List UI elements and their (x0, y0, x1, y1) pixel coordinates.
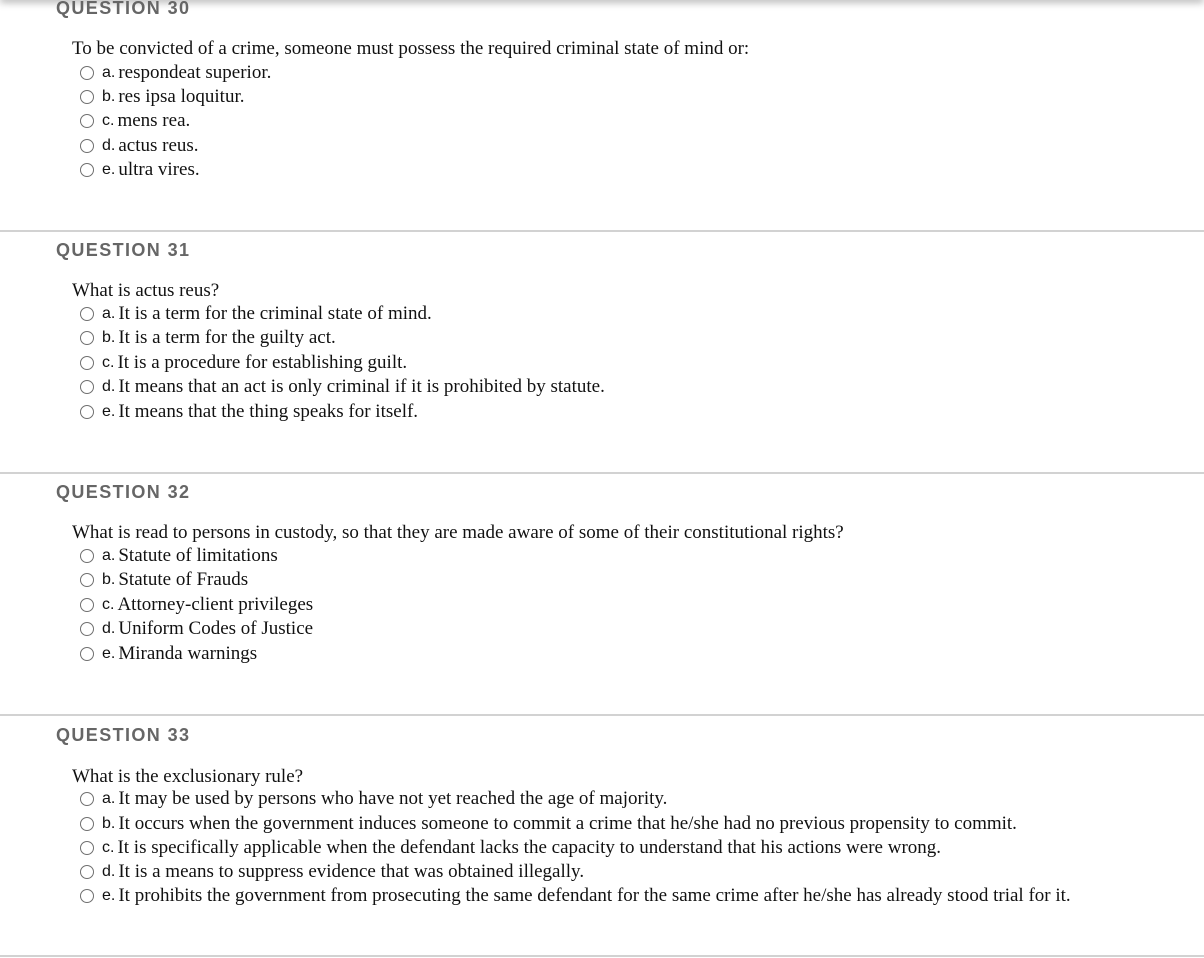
question-divider (0, 472, 1204, 474)
q32-answer-b[interactable] (80, 569, 248, 591)
radio-icon[interactable] (80, 380, 94, 394)
question-divider (0, 230, 1204, 232)
q32-answer-d[interactable] (80, 618, 313, 640)
answer-letter: d. (102, 863, 116, 880)
answer-letter: a. (102, 305, 116, 322)
answer-letter: d. (102, 137, 116, 154)
question-32-text: What is read to persons in custody, so that they are made aware of some of their constitutional rights? (72, 522, 844, 543)
question-33-text: What is the exclusionary rule? (72, 766, 304, 787)
question-30-title: QUESTION 30 (56, 0, 191, 18)
answer-letter: b. (102, 88, 116, 105)
q33-answer-c[interactable] (80, 837, 941, 859)
question-33-title: QUESTION 33 (56, 725, 191, 745)
answer-text: It is specifically applicable when the defendant lacks the capacity to understand that his actions were wrong. (117, 837, 942, 858)
answer-text: It is a means to suppress evidence that was obtained illegally. (118, 861, 585, 882)
question-31-title: QUESTION 31 (56, 240, 191, 260)
radio-icon[interactable] (80, 139, 94, 153)
radio-icon[interactable] (80, 163, 94, 177)
answer-letter: c. (102, 112, 115, 129)
radio-icon[interactable] (80, 331, 94, 345)
radio-icon[interactable] (80, 356, 94, 370)
answer-text: It is a term for the guilty act. (118, 327, 336, 348)
answer-text: It occurs when the government induces someone to commit a crime that he/she had no previous propensity to commit. (118, 813, 1017, 834)
radio-icon[interactable] (80, 622, 94, 636)
q32-answer-e[interactable] (80, 643, 257, 665)
question-31-text: What is actus reus? (72, 280, 220, 301)
question-divider (0, 955, 1204, 957)
q32-answer-a[interactable] (80, 545, 278, 567)
q30-answer-c[interactable] (80, 110, 190, 132)
answer-text: It may be used by persons who have not yet reached the age of majority. (118, 788, 668, 809)
radio-icon[interactable] (80, 598, 94, 612)
q30-answer-e[interactable] (80, 159, 200, 181)
answer-letter: e. (102, 645, 116, 662)
answer-letter: b. (102, 571, 116, 588)
answer-text: Attorney-client privileges (117, 594, 314, 615)
question-32-title: QUESTION 32 (56, 482, 191, 502)
answer-text: ultra vires. (118, 159, 200, 180)
radio-icon[interactable] (80, 573, 94, 587)
q31-answer-e[interactable] (80, 401, 418, 423)
answer-letter: a. (102, 64, 116, 81)
radio-icon[interactable] (80, 307, 94, 321)
q30-answer-b[interactable] (80, 86, 244, 108)
q31-answer-d[interactable] (80, 376, 605, 398)
answer-text: It prohibits the government from prosecuting the same defendant for the same crime after he/she has already stood trial for it. (118, 885, 1071, 906)
question-divider (0, 714, 1204, 716)
radio-icon[interactable] (80, 647, 94, 661)
answer-letter: e. (102, 887, 116, 904)
radio-icon[interactable] (80, 549, 94, 563)
q33-answer-e[interactable] (80, 885, 1071, 907)
radio-icon[interactable] (80, 114, 94, 128)
answer-text: res ipsa loquitur. (118, 86, 245, 107)
answer-letter: c. (102, 354, 115, 371)
answer-text: Uniform Codes of Justice (118, 618, 314, 639)
answer-text: Statute of Frauds (118, 569, 249, 590)
answer-text: mens rea. (117, 110, 191, 131)
q30-answer-d[interactable] (80, 135, 199, 157)
radio-icon[interactable] (80, 405, 94, 419)
q32-answer-c[interactable] (80, 594, 313, 616)
answer-text: Statute of limitations (118, 545, 278, 566)
answer-letter: c. (102, 839, 115, 856)
radio-icon[interactable] (80, 865, 94, 879)
question-30-text: To be convicted of a crime, someone must possess the required criminal state of mind or: (72, 38, 750, 59)
q31-answer-b[interactable] (80, 327, 336, 349)
answer-letter: d. (102, 620, 116, 637)
answer-text: Miranda warnings (118, 643, 258, 664)
q30-answer-a[interactable] (80, 62, 271, 84)
radio-icon[interactable] (80, 792, 94, 806)
answer-text: It is a procedure for establishing guilt. (117, 352, 408, 373)
answer-text: It means that the thing speaks for itself. (118, 401, 419, 422)
answer-letter: c. (102, 596, 115, 613)
q33-answer-d[interactable] (80, 861, 584, 883)
answer-letter: e. (102, 403, 116, 420)
answer-letter: d. (102, 378, 116, 395)
answer-letter: b. (102, 329, 116, 346)
q33-answer-a[interactable] (80, 788, 667, 810)
answer-text: actus reus. (118, 135, 199, 156)
q31-answer-a[interactable] (80, 303, 432, 325)
answer-letter: a. (102, 790, 116, 807)
answer-text: respondeat superior. (118, 62, 272, 83)
answer-letter: a. (102, 547, 116, 564)
answer-letter: e. (102, 161, 116, 178)
answer-text: It means that an act is only criminal if it is prohibited by statute. (118, 376, 605, 397)
radio-icon[interactable] (80, 889, 94, 903)
radio-icon[interactable] (80, 841, 94, 855)
q33-answer-b[interactable] (80, 813, 1017, 835)
radio-icon[interactable] (80, 817, 94, 831)
radio-icon[interactable] (80, 66, 94, 80)
q31-answer-c[interactable] (80, 352, 407, 374)
radio-icon[interactable] (80, 90, 94, 104)
answer-letter: b. (102, 815, 116, 832)
answer-text: It is a term for the criminal state of mind. (118, 303, 432, 324)
